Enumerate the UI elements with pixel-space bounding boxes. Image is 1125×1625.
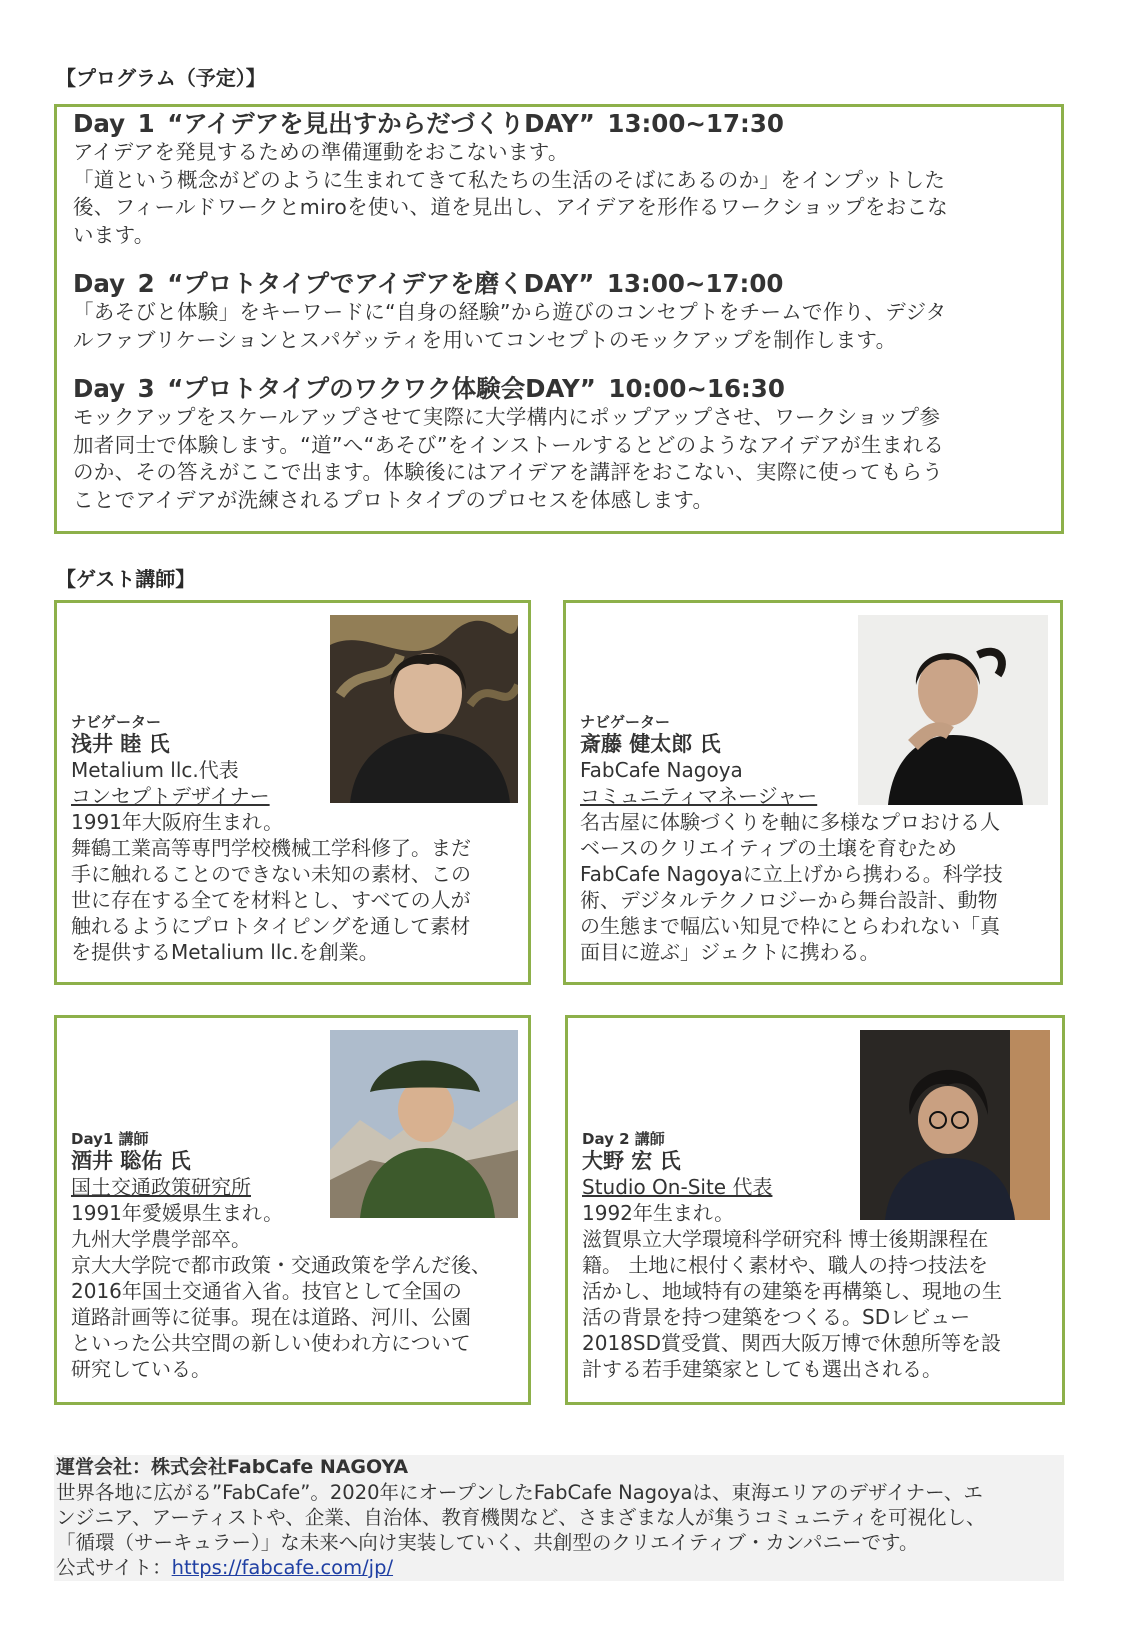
guest-bio-line: 術、デジタルテクノロジーから舞台設計、動物 xyxy=(580,888,998,912)
guest-role: Day1 講師 xyxy=(71,1130,149,1148)
day-1-line: 「道という概念がどのように生まれてきて私たちの生活のそばにあるのか」をインプットした xyxy=(73,167,946,192)
day-3-line: のか、その答えがここで出ます。体験後にはアイデアを講評をおこない、実際に使ってもらう xyxy=(73,460,944,484)
day-3-line: モックアップをスケールアップさせて実際に大学構内にポップアップさせ、ワークショップ参 xyxy=(73,405,941,429)
guest-bio-line: 面目に遊ぶ」ジェクトに携わる。 xyxy=(580,940,880,964)
footer-title: 運営会社：株式会社FabCafe NAGOYA xyxy=(56,1456,409,1478)
guest-title: コンセプトデザイナー xyxy=(71,784,270,808)
day-2-heading: Day 2 “プロトタイプでアイデアを磨くDAY” 13:00~17:00 xyxy=(73,269,784,298)
guest-bio-line: といった公共空間の新しい使われ方について xyxy=(71,1331,471,1355)
guest-bio-line: を提供するMetalium llc.を創業。 xyxy=(71,940,379,964)
guest-bio-line: 1991年大阪府生まれ。 xyxy=(71,810,284,834)
guest-bio-line: 研究している。 xyxy=(71,1357,211,1381)
guest-text-saito xyxy=(580,713,1050,965)
guest-text-ono xyxy=(582,1130,1052,1382)
guest-text-asai xyxy=(71,713,511,965)
guest-bio-line: 2016年国土交通省入省。技官として全国の xyxy=(71,1279,462,1303)
guest-name: 大野 宏 氏 xyxy=(582,1149,681,1173)
day-3-block xyxy=(73,374,1045,514)
day-1-line: います。 xyxy=(73,222,155,247)
guest-bio-line: 名古屋に体験づくりを軸に多様なプロおける人 xyxy=(580,810,1000,834)
day-1-line: 後、フィールドワークとmiroを使い、道を見出し、アイデアを形作るワークショップをおこな xyxy=(73,195,949,219)
guest-bio-line: 舞鶴工業高等専門学校機械工学科修了。まだ xyxy=(71,836,471,860)
guest-name: 浅井 睦 氏 xyxy=(71,732,170,756)
guest-bio-line: 計する若手建築家としても選出される。 xyxy=(582,1357,942,1381)
guest-bio-line: 2018SD賞受賞、関西大阪万博で休憩所等を設 xyxy=(582,1331,1001,1355)
day-3-line: ことでアイデアが洗練されるプロトタイプのプロセスを体感します。 xyxy=(73,487,714,512)
guest-bio-line: FabCafe Nagoyaに立上げから携わる。科学技 xyxy=(580,862,1003,886)
guest-card-sakai xyxy=(54,1015,531,1405)
guest-bio-line: ベースのクリエイティブの土壌を育むため xyxy=(580,836,957,860)
official-site-link[interactable]: https://fabcafe.com/jp/ xyxy=(171,1556,394,1579)
guest-card-ono xyxy=(565,1015,1065,1405)
guest-bio-line: 九州大学農学部卒。 xyxy=(71,1227,251,1251)
guest-bio-line: 道路計画等に従事。現在は道路、河川、公園 xyxy=(71,1305,471,1329)
guest-affiliation: Metalium llc.代表 xyxy=(71,758,239,782)
guest-text-sakai xyxy=(71,1130,521,1382)
guest-bio-line: 触れるようにプロトタイピングを通して素材 xyxy=(71,914,471,938)
guest-bio-line: 1991年愛媛県生まれ。 xyxy=(71,1201,284,1225)
guest-affiliation: Studio On-Site 代表 xyxy=(582,1175,773,1199)
guest-role: Day 2 講師 xyxy=(582,1130,665,1148)
day-1-heading: Day 1 “アイデアを見出すからだづくりDAY” 13:00~17:30 xyxy=(73,109,784,138)
guests-section-title: 【ゲスト講師】 xyxy=(56,567,196,591)
footer-site-row xyxy=(56,1555,1064,1580)
guest-card-asai xyxy=(54,600,531,985)
guest-affiliation: 国土交通政策研究所 xyxy=(71,1175,251,1199)
guest-title: コミュニティマネージャー xyxy=(580,784,818,808)
guest-affiliation: FabCafe Nagoya xyxy=(580,758,743,782)
footer-line: ンジニア、アーティストや、企業、自治体、教育機関など、さまざまな人が集うコミュニティを可視化し、 xyxy=(56,1506,986,1529)
guest-bio-line: の生態まで幅広い知見で枠にとらわれない「真 xyxy=(580,914,1000,938)
guest-bio-line: 京大大学院で都市政策・交通政策を学んだ後、 xyxy=(71,1253,491,1277)
guest-role: ナビゲーター xyxy=(71,713,162,731)
day-3-heading: Day 3 “プロトタイプのワクワク体験会DAY” 10:00~16:30 xyxy=(73,374,785,403)
guest-card-saito xyxy=(563,600,1063,985)
guest-bio-line: 世に存在する全てを材料とし、すべての人が xyxy=(71,888,471,912)
guest-role: ナビゲーター xyxy=(580,713,671,731)
guest-bio-line: 活の背景を持つ建築をつくる。SDレビュー xyxy=(582,1305,971,1329)
guest-bio-line: 滋賀県立大学環境科学研究科 博士後期課程在 xyxy=(582,1227,989,1251)
day-1-block xyxy=(73,109,1045,249)
site-label: 公式サイト： xyxy=(56,1556,172,1579)
footer-line: 世界各地に広がる”FabCafe”。2020年にオープンしたFabCafe Nagoyaは、東海エリアのデザイナー、エ xyxy=(56,1481,983,1504)
guest-name: 斎藤 健太郎 氏 xyxy=(580,732,721,756)
guest-bio-line: 活かし、地域特有の建築を再構築し、現地の生 xyxy=(582,1279,1002,1303)
footer-line: 「循環（サーキュラー）」な未来へ向け実装していく、共創型のクリエイティブ・カンパニーです。 xyxy=(56,1531,919,1554)
guest-bio-line: 籍。 土地に根付く素材や、職人の持つ技法を xyxy=(582,1253,988,1277)
company-info-footer xyxy=(54,1455,1064,1581)
day-1-line: アイデアを発見するための準備運動をおこないます。 xyxy=(73,140,569,164)
guest-bio-line: 手に触れることのできない未知の素材、この xyxy=(71,862,471,886)
day-2-line: 「あそびと体験」をキーワードに“自身の経験”から遊びのコンセプトをチームで作り、デジタ xyxy=(73,300,947,324)
day-3-line: 加者同士で体験します。“道”へ“あそび”をインストールするとどのようなアイデアが生まれる xyxy=(73,432,945,457)
day-2-block xyxy=(73,269,1045,354)
guest-bio-line: 1992年生まれ。 xyxy=(582,1201,735,1225)
day-2-line: ルファブリケーションとスパゲッティを用いてコンセプトのモックアップを制作します。 xyxy=(73,327,897,352)
program-section-title: 【プログラム（予定）】 xyxy=(56,66,266,90)
guest-name: 酒井 聡佑 氏 xyxy=(71,1149,191,1173)
program-box xyxy=(54,104,1064,534)
